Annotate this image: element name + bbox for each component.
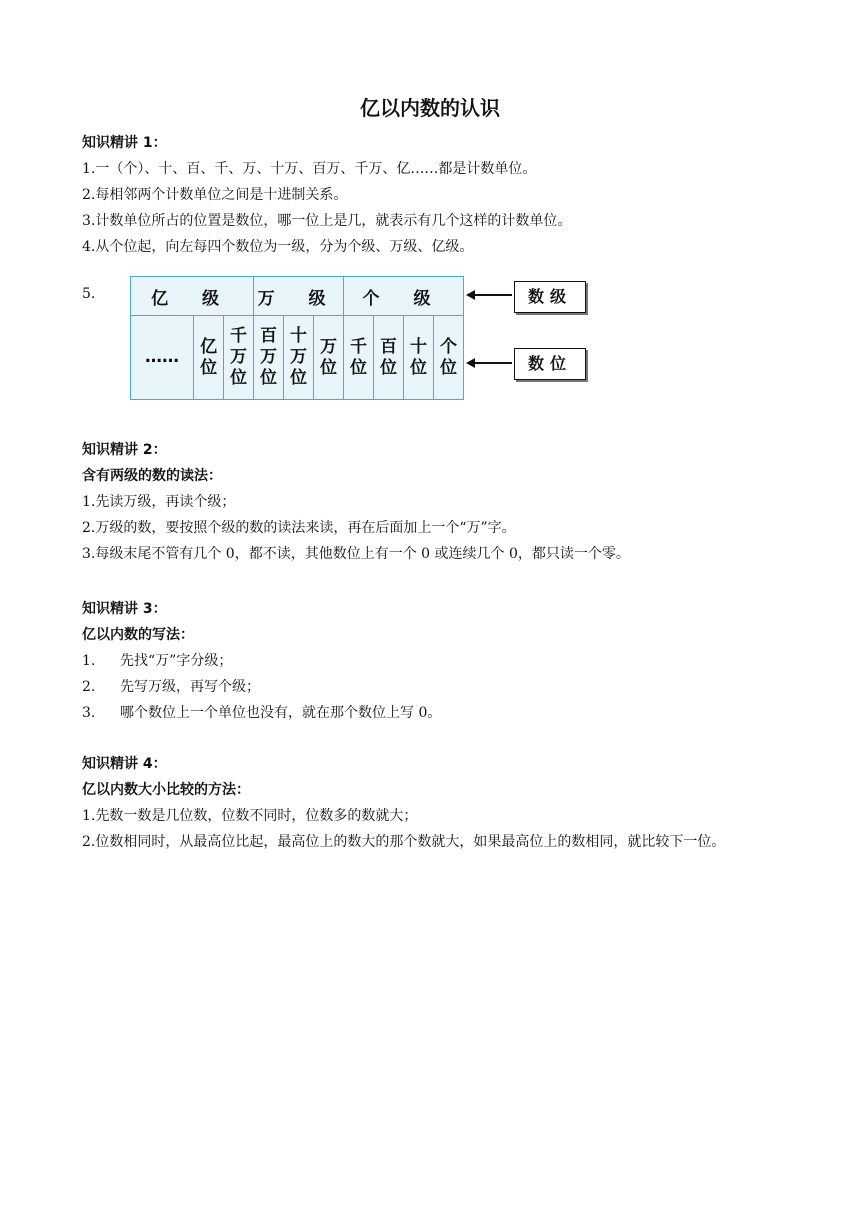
digit-cell: 千 万 位 — [224, 316, 254, 400]
section-2-item: 3.每级末尾不管有几个 0，都不读，其他数位上有一个 0 或连续几个 0，都只读一个零。 — [82, 546, 630, 562]
figure-number: 5. — [82, 286, 96, 302]
digit-cell: 百 万 位 — [254, 316, 284, 400]
level-cell-ge: 个 级 — [344, 277, 464, 316]
digit-cell: 十 位 — [403, 316, 433, 400]
section-3-subheading: 亿以内数的写法： — [82, 627, 194, 643]
digit-cell: 万 位 — [314, 316, 344, 400]
level-cell-yi: 亿 级 — [131, 277, 254, 316]
section-2-subheading: 含有两级的数的读法： — [82, 468, 222, 484]
item-text: 哪个数位上一个单位也没有，就在那个数位上写 0。 — [120, 705, 442, 721]
section-2-item: 2.万级的数，要按照个级的数的读法来读，再在后面加上一个“万”字。 — [82, 520, 516, 536]
section-4 — [82, 751, 782, 855]
section-4-item: 2.位数相同时，从最高位比起，最高位上的数大的那个数就大，如果最高位上的数相同，就比较下一位。 — [82, 834, 726, 850]
section-3-item — [82, 700, 782, 726]
section-3 — [82, 596, 782, 726]
section-4-item: 1.先数一数是几位数，位数不同时，位数多的数就大； — [82, 808, 418, 824]
item-number: 2. — [82, 679, 96, 695]
digit-cell: 亿 位 — [194, 316, 224, 400]
digit-cell: 十 万 位 — [284, 316, 314, 400]
section-3-heading: 知识精讲 3： — [82, 601, 167, 617]
section-2-heading: 知识精讲 2： — [82, 442, 167, 458]
place-value-table — [130, 276, 464, 400]
section-4-heading: 知识精讲 4： — [82, 756, 167, 772]
place-value-figure — [82, 276, 602, 402]
label-levels: 数级 — [514, 281, 586, 313]
section-1-heading: 知识精讲 1： — [82, 135, 167, 151]
label-digits: 数位 — [514, 348, 586, 380]
section-1-item: 4.从个位起，向左每四个数位为一级，分为个级、万级、亿级。 — [82, 239, 474, 255]
section-3-item — [82, 648, 782, 674]
section-1-item: 2.每相邻两个计数单位之间是十进制关系。 — [82, 187, 348, 203]
digit-cell-ellipsis: …… — [131, 316, 194, 400]
section-1-item: 3.计数单位所占的位置是数位，哪一位上是几，就表示有几个这样的计数单位。 — [82, 213, 572, 229]
section-2 — [82, 437, 782, 567]
item-text: 先写万级，再写个级； — [120, 679, 260, 695]
item-number: 3. — [82, 705, 96, 721]
section-1-item: 1.一（个）、十、百、千、万、十万、百万、千万、亿……都是计数单位。 — [82, 161, 537, 177]
arrow-left-icon — [466, 288, 514, 302]
section-4-subheading: 亿以内数大小比较的方法： — [82, 782, 250, 798]
item-text: 先找“万”字分级； — [120, 653, 233, 669]
digit-cell: 千 位 — [344, 316, 374, 400]
section-2-item: 1.先读万级，再读个级； — [82, 494, 236, 510]
section-3-item — [82, 674, 782, 700]
digit-cell: 百 位 — [373, 316, 403, 400]
section-1 — [82, 130, 782, 260]
arrow-left-icon — [466, 356, 514, 370]
digit-cell: 个 位 — [433, 316, 463, 400]
item-number: 1. — [82, 653, 96, 669]
level-cell-wan: 万 级 — [254, 277, 344, 316]
page-title: 亿以内数的认识 — [360, 96, 500, 120]
